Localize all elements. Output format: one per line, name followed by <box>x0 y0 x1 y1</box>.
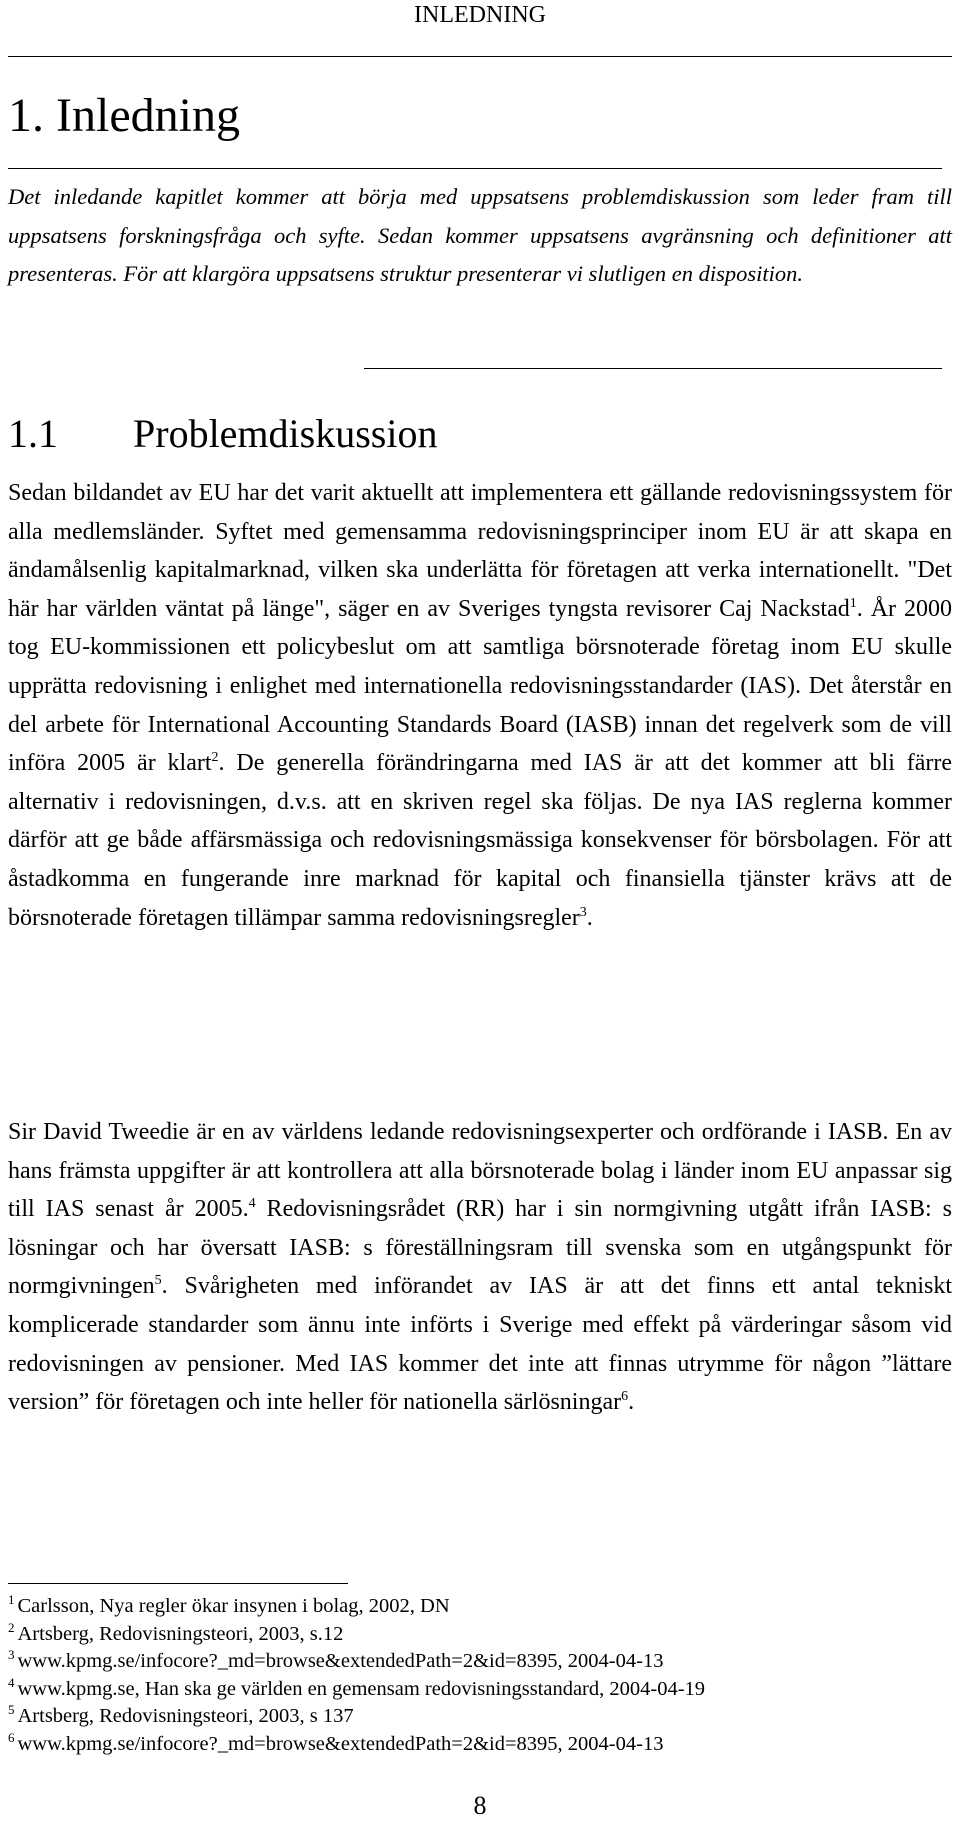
footnote-text: Artsberg, Redovisningsteori, 2003, s 137 <box>17 1705 354 1727</box>
paragraph-text: . <box>628 1389 635 1416</box>
footnote-reference: 6 <box>621 1389 629 1405</box>
page-number: 8 <box>473 1791 487 1820</box>
footnote-reference: 2 <box>211 750 219 766</box>
footnote-item <box>8 1731 705 1759</box>
footnote-mark: 2 <box>8 1619 15 1635</box>
footnote-mark: 4 <box>8 1674 15 1690</box>
body-paragraph-1 <box>8 474 952 937</box>
footnote-mark: 6 <box>8 1729 15 1745</box>
footnote-text: Artsberg, Redovisningsteori, 2003, s.12 <box>17 1622 344 1645</box>
footnote-reference: 4 <box>248 1196 256 1212</box>
paragraph-text: Sir David Tweedie är en av världens ledande redovisningsexperter och ordförande i IASB. En av hans främsta uppgifter är att kontrollera att alla börsnoterade bolag i länder inom EU anpassar sig till IAS senast år 2005. <box>8 1119 952 1223</box>
chapter-title: 1. Inledning <box>8 89 240 142</box>
footnote-item <box>8 1676 705 1704</box>
footnote-text: www.kpmg.se, Han ska ge världen en gemensam redovisningsstandard, 2004-04-19 <box>17 1677 706 1700</box>
footnote-text: www.kpmg.se/infocore?_md=browse&extendedPath=2&id=8395, 2004-04-13 <box>17 1650 664 1672</box>
footnote-separator <box>8 1583 348 1584</box>
footnote-reference: 1 <box>849 595 857 611</box>
paragraph-text: Redovisningsrådet (RR) har i sin normgivning utgått ifrån IASB: s lösningar och har översatt IASB: s föreställningsram till svenska som en utgångspunkt för normgivningen <box>8 1196 953 1300</box>
intro-top-rule <box>8 168 942 169</box>
paragraph-text: . År 2000 tog EU-kommissionen ett policybeslut om att samtliga börsnoterade företag inom EU skulle upprätta redovisning i enlighet med internationella redovisningsstandarder (IAS). Det återstår en del arbete för International Accounting Standards Board (IASB) innan det regelverk som de vill införa 2005 är klart <box>8 595 952 777</box>
footnote-reference: 3 <box>579 904 587 920</box>
footnote-list <box>8 1593 705 1758</box>
footnote-item <box>8 1703 705 1731</box>
paragraph-text: . Svårigheten med införandet av IAS är att det finns ett antal tekniskt komplicerade standarder som ännu inte införts i Sverige med effekt på värderingar såsom vid redovisningen av pensioner. Med IAS kommer det inte att finnas utrymme för någon ”lättare version” för företagen och inte heller för nationella särlösningar <box>8 1273 952 1416</box>
footnote-item <box>8 1621 705 1649</box>
footnote-mark: 5 <box>8 1702 15 1718</box>
footnote-item <box>8 1648 705 1676</box>
intro-bottom-rule <box>364 368 942 369</box>
footnote-text: Carlsson, Nya regler ökar insynen i bolag, 2002, DN <box>17 1595 450 1617</box>
footnote-item <box>8 1593 705 1621</box>
footnote-reference: 5 <box>154 1273 162 1289</box>
paragraph-text: . De generella förändringarna med IAS är att det kommer att bli färre alternativ i redovisningen, d.v.s. att en skriven regel ska följas. De nya IAS reglerna kommer därför att ge både affärsmässiga och redovisningsmässiga konsekvenser för börsbolagen. För att åstadkomma en fungerande inre marknad för kapital och finansiella tjänster krävs att de börsnoterade företagen tillämpar samma redovisningsregler <box>8 750 953 931</box>
footnote-text: www.kpmg.se/infocore?_md=browse&extendedPath=2&id=8395, 2004-04-13 <box>17 1732 664 1755</box>
footnote-mark: 1 <box>8 1592 15 1608</box>
header-rule <box>8 56 952 57</box>
section-number: 1.1 <box>8 411 58 456</box>
footnote-mark: 3 <box>8 1647 15 1663</box>
chapter-intro: Det inledande kapitlet kommer att börja med uppsatsens problemdiskussion som leder fram till uppsatsens forskningsfråga och syfte. Sedan kommer uppsatsens avgränsning och definitioner att presenteras. För att klargöra uppsatsens struktur presenterar vi slutligen en disposition. <box>8 184 952 286</box>
section-title: Problemdiskussion <box>133 411 438 456</box>
section-heading <box>8 408 437 460</box>
paragraph-text: . <box>586 904 593 931</box>
running-header: INLEDNING <box>414 2 546 28</box>
paragraph-text: Sedan bildandet av EU har det varit aktuellt att implementera ett gällande redovisningssystem för alla medlemsländer. Syftet med gemensamma redovisningsprinciper inom EU är att skapa en ändamålsenlig kapitalmarknad, vilken ska underlätta för företagen att verka internationellt. "Det här har världen väntat på länge", säger en av Sveriges tyngsta revisorer Caj Nackstad <box>8 480 952 622</box>
body-paragraph-2 <box>8 1113 952 1422</box>
